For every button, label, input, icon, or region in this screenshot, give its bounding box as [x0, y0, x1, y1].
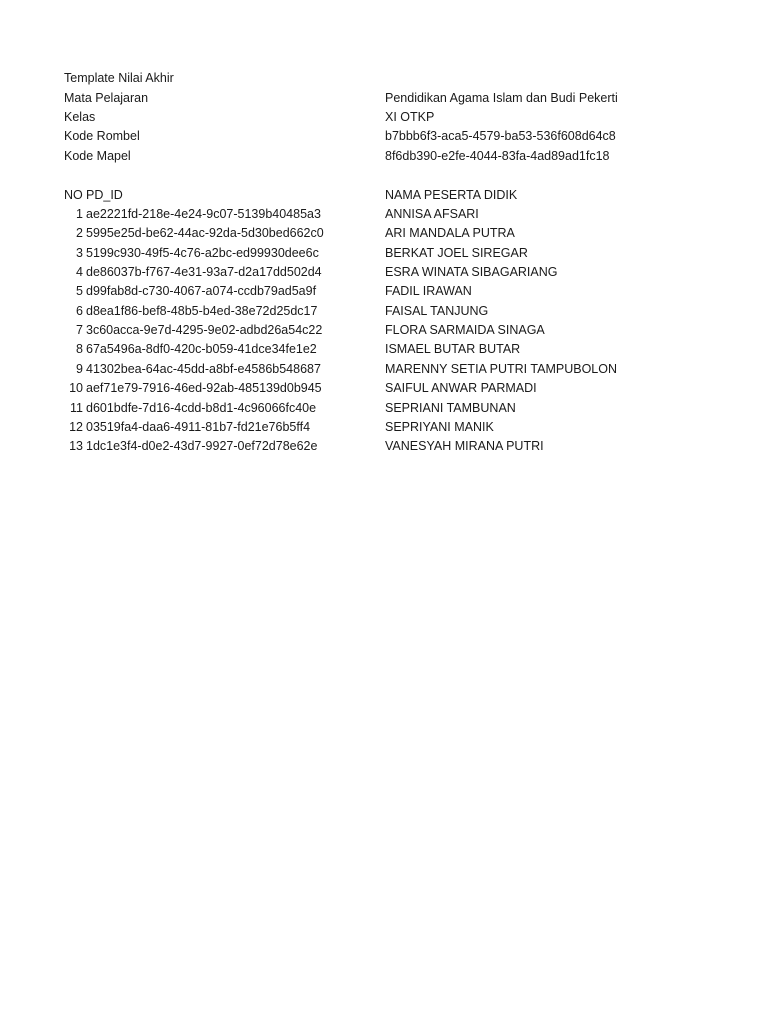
- table-row: [0, 205, 768, 224]
- meta-value: b7bbb6f3-aca5-4579-ba53-536f608d64c8: [385, 129, 616, 143]
- table-row: [0, 418, 768, 437]
- row-student-name: ESRA WINATA SIBAGARIANG: [385, 265, 558, 279]
- row-student-name: FADIL IRAWAN: [385, 284, 472, 298]
- meta-value: Pendidikan Agama Islam dan Budi Pekerti: [385, 91, 618, 105]
- row-number: 1: [76, 207, 83, 221]
- row-number: 9: [76, 362, 83, 376]
- row-pd-id: 5199c930-49f5-4c76-a2bc-ed99930dee6c: [86, 246, 319, 260]
- row-pd-id: d601bdfe-7d16-4cdd-b8d1-4c96066fc40e: [86, 401, 317, 415]
- table-row: [0, 360, 768, 379]
- header-pd-id: PD_ID: [86, 188, 123, 202]
- row-pd-id: 41302bea-64ac-45dd-a8bf-e4586b548687: [86, 362, 321, 376]
- meta-row-kode-mapel: [0, 147, 768, 166]
- table-row: [0, 379, 768, 398]
- row-pd-id: 03519fa4-daa6-4911-81b7-fd21e76b5ff4: [86, 420, 311, 434]
- row-student-name: ANNISA AFSARI: [385, 207, 479, 221]
- table-row: [0, 263, 768, 282]
- row-student-name: ISMAEL BUTAR BUTAR: [385, 342, 521, 356]
- row-number: 7: [76, 323, 83, 337]
- row-pd-id: d8ea1f86-bef8-48b5-b4ed-38e72d25dc17: [86, 304, 318, 318]
- table-header-row: [0, 186, 768, 205]
- row-student-name: BERKAT JOEL SIREGAR: [385, 246, 528, 260]
- table-row: [0, 224, 768, 243]
- row-number: 8: [76, 342, 83, 356]
- header-no: NO: [64, 188, 83, 202]
- row-pd-id: 1dc1e3f4-d0e2-43d7-9927-0ef72d78e62e: [86, 439, 318, 453]
- table-row: [0, 302, 768, 321]
- table-row: [0, 399, 768, 418]
- table-row: [0, 282, 768, 301]
- meta-label: Kelas: [64, 110, 96, 124]
- meta-label: Kode Rombel: [64, 129, 140, 143]
- row-student-name: SEPRIYANI MANIK: [385, 420, 494, 434]
- row-student-name: SEPRIANI TAMBUNAN: [385, 401, 516, 415]
- table-row: [0, 244, 768, 263]
- row-pd-id: 3c60acca-9e7d-4295-9e02-adbd26a54c22: [86, 323, 323, 337]
- row-pd-id: aef71e79-7916-46ed-92ab-485139d0b945: [86, 381, 322, 395]
- row-student-name: VANESYAH MIRANA PUTRI: [385, 439, 544, 453]
- meta-row-mata-pelajaran: [0, 89, 768, 108]
- meta-label: Kode Mapel: [64, 149, 131, 163]
- meta-row-kelas: [0, 108, 768, 127]
- row-student-name: FLORA SARMAIDA SINAGA: [385, 323, 545, 337]
- row-student-name: FAISAL TANJUNG: [385, 304, 489, 318]
- row-student-name: SAIFUL ANWAR PARMADI: [385, 381, 537, 395]
- meta-row-kode-rombel: [0, 127, 768, 146]
- table-row: [0, 321, 768, 340]
- header-nama-peserta-didik: NAMA PESERTA DIDIK: [385, 188, 518, 202]
- table-row: [0, 437, 768, 456]
- row-number: 3: [76, 246, 83, 260]
- row-pd-id: 5995e25d-be62-44ac-92da-5d30bed662c0: [86, 226, 324, 240]
- row-student-name: MARENNY SETIA PUTRI TAMPUBOLON: [385, 362, 617, 376]
- row-number: 13: [69, 439, 83, 453]
- row-pd-id: de86037b-f767-4e31-93a7-d2a17dd502d4: [86, 265, 322, 279]
- row-pd-id: ae2221fd-218e-4e24-9c07-5139b40485a3: [86, 207, 321, 221]
- row-number: 5: [76, 284, 83, 298]
- row-student-name: ARI MANDALA PUTRA: [385, 226, 515, 240]
- page-title: Template Nilai Akhir: [64, 71, 174, 85]
- table-row: [0, 340, 768, 359]
- title-row: [0, 69, 768, 88]
- meta-label: Mata Pelajaran: [64, 91, 149, 105]
- row-number: 4: [76, 265, 83, 279]
- row-pd-id: 67a5496a-8df0-420c-b059-41dce34fe1e2: [86, 342, 317, 356]
- row-number: 11: [70, 401, 83, 415]
- row-number: 10: [69, 381, 83, 395]
- meta-value: 8f6db390-e2fe-4044-83fa-4ad89ad1fc18: [385, 149, 610, 163]
- row-number: 12: [69, 420, 83, 434]
- meta-value: XI OTKP: [385, 110, 435, 124]
- row-pd-id: d99fab8d-c730-4067-a074-ccdb79ad5a9f: [86, 284, 317, 298]
- row-number: 6: [76, 304, 83, 318]
- row-number: 2: [76, 226, 83, 240]
